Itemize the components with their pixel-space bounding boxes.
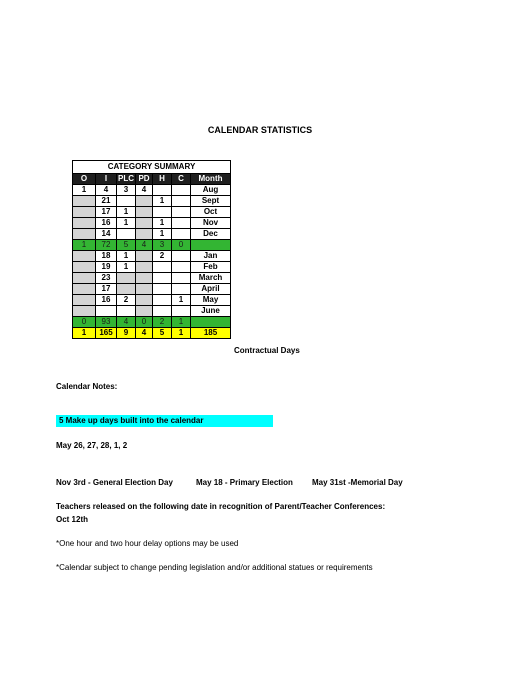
table-cell [172,262,191,273]
table-cell [73,306,96,317]
table-cell [136,229,153,240]
header-pd: PD [136,174,153,185]
table-cell: 1 [117,262,136,273]
table-cell [73,273,96,284]
cell-month: Dec [191,229,231,240]
table-cell [136,273,153,284]
table-cell [136,262,153,273]
table-cell: 5 [117,240,136,251]
table-row [73,251,231,262]
header-c: C [172,174,191,185]
table-cell [172,273,191,284]
cell-month: Oct [191,207,231,218]
table-cell [153,262,172,273]
table-cell: 1 [153,218,172,229]
table-cell [136,251,153,262]
table-cell [153,207,172,218]
memorial-day-note: May 31st -Memorial Day [312,478,403,487]
table-cell [96,306,117,317]
table-cell: 1 [172,295,191,306]
general-election-note: Nov 3rd - General Election Day [56,478,173,487]
table-cell: 1 [117,218,136,229]
table-cell: 1 [117,251,136,262]
table-row [73,284,231,295]
table-cell: 1 [172,328,191,339]
primary-election-note: May 18 - Primary Election [196,478,293,487]
table-cell [117,229,136,240]
table-cell [117,196,136,207]
table-cell: 1 [73,185,96,196]
cell-month: March [191,273,231,284]
cell-month: April [191,284,231,295]
table-cell: 1 [73,240,96,251]
header-i: I [96,174,117,185]
table-cell [153,185,172,196]
table-row [73,295,231,306]
table-row [73,317,231,328]
table-cell [136,218,153,229]
cell-month: June [191,306,231,317]
table-cell [117,306,136,317]
table-cell [172,196,191,207]
table-cell: 4 [136,185,153,196]
table-cell [136,196,153,207]
cell-month: Sept [191,196,231,207]
header-h: H [153,174,172,185]
cell-month: Aug [191,185,231,196]
table-cell: 93 [96,317,117,328]
page-title: CALENDAR STATISTICS [207,125,313,135]
table-cell: 0 [136,317,153,328]
table-row [73,273,231,284]
table-cell: 4 [96,185,117,196]
table-cell [172,306,191,317]
cell-month [191,317,231,328]
table-cell: 2 [153,251,172,262]
table-cell [172,251,191,262]
table-cell: 1 [153,196,172,207]
table-cell [136,207,153,218]
table-cell: 9 [117,328,136,339]
table-cell [117,273,136,284]
cell-month [191,240,231,251]
table-cell: 0 [73,317,96,328]
table-row [73,328,231,339]
released-line-2: Oct 12th [56,515,89,524]
table-row [73,262,231,273]
table-cell: 16 [96,218,117,229]
table-cell [73,218,96,229]
table-cell: 4 [136,328,153,339]
cell-month: Nov [191,218,231,229]
table-row [73,196,231,207]
table-header-row [73,174,231,185]
cell-month: Jan [191,251,231,262]
table-cell: 1 [172,317,191,328]
table-cell [153,295,172,306]
change-note: *Calendar subject to change pending legislation and/or additional statues or requirements [56,563,373,572]
table-cell [73,251,96,262]
table-cell: 21 [96,196,117,207]
table-cell [153,306,172,317]
table-cell [172,207,191,218]
header-plc: PLC [118,174,134,183]
table-cell: 2 [153,317,172,328]
table-cell: 1 [153,229,172,240]
table-row [73,240,231,251]
category-summary-table [72,160,231,339]
table-row [73,185,231,196]
cell-month: May [191,295,231,306]
table-cell [73,262,96,273]
table-cell: 2 [117,295,136,306]
table-cell: 1 [73,328,96,339]
table-cell: 72 [96,240,117,251]
table-cell [153,273,172,284]
makeup-days-highlight: 5 Make up days built into the calendar [56,415,273,427]
table-cell: 14 [96,229,117,240]
table-cell: 18 [96,251,117,262]
table-cell [136,306,153,317]
table-row [73,306,231,317]
table-cell [172,218,191,229]
delay-note: *One hour and two hour delay options may be used [56,539,239,548]
table-cell [172,185,191,196]
table-cell [73,196,96,207]
contractual-days-label: Contractual Days [234,346,300,355]
table-cell: 0 [172,240,191,251]
cell-month: Feb [191,262,231,273]
table-cell: 3 [117,185,136,196]
makeup-dates: May 26, 27, 28, 1, 2 [56,441,128,450]
table-cell [172,284,191,295]
table-row [73,218,231,229]
table-cell: 4 [117,317,136,328]
table-cell: 4 [136,240,153,251]
cell-month: 185 [191,328,231,339]
table-cell: 16 [96,295,117,306]
table-cell: 165 [96,328,117,339]
table-cell [172,229,191,240]
table-cell [117,284,136,295]
table-cell [73,207,96,218]
calendar-notes-heading: Calendar Notes: [56,382,118,391]
table-cell: 19 [96,262,117,273]
table-cell: 23 [96,273,117,284]
table-cell: 3 [153,240,172,251]
table-cell: 5 [153,328,172,339]
table-cell: 17 [96,284,117,295]
table-cell [73,284,96,295]
table-cell [73,295,96,306]
table-row [73,229,231,240]
header-month: Month [191,174,231,185]
table-cell [73,229,96,240]
table-cell [153,284,172,295]
table-cell [136,295,153,306]
table-cell: 17 [96,207,117,218]
table-cell: 1 [117,207,136,218]
header-o: O [73,174,96,185]
table-cell [136,284,153,295]
released-line-1: Teachers released on the following date in recognition of Parent/Teacher Conferences: [56,502,386,511]
table-row [73,207,231,218]
table-caption: CATEGORY SUMMARY [73,161,231,174]
